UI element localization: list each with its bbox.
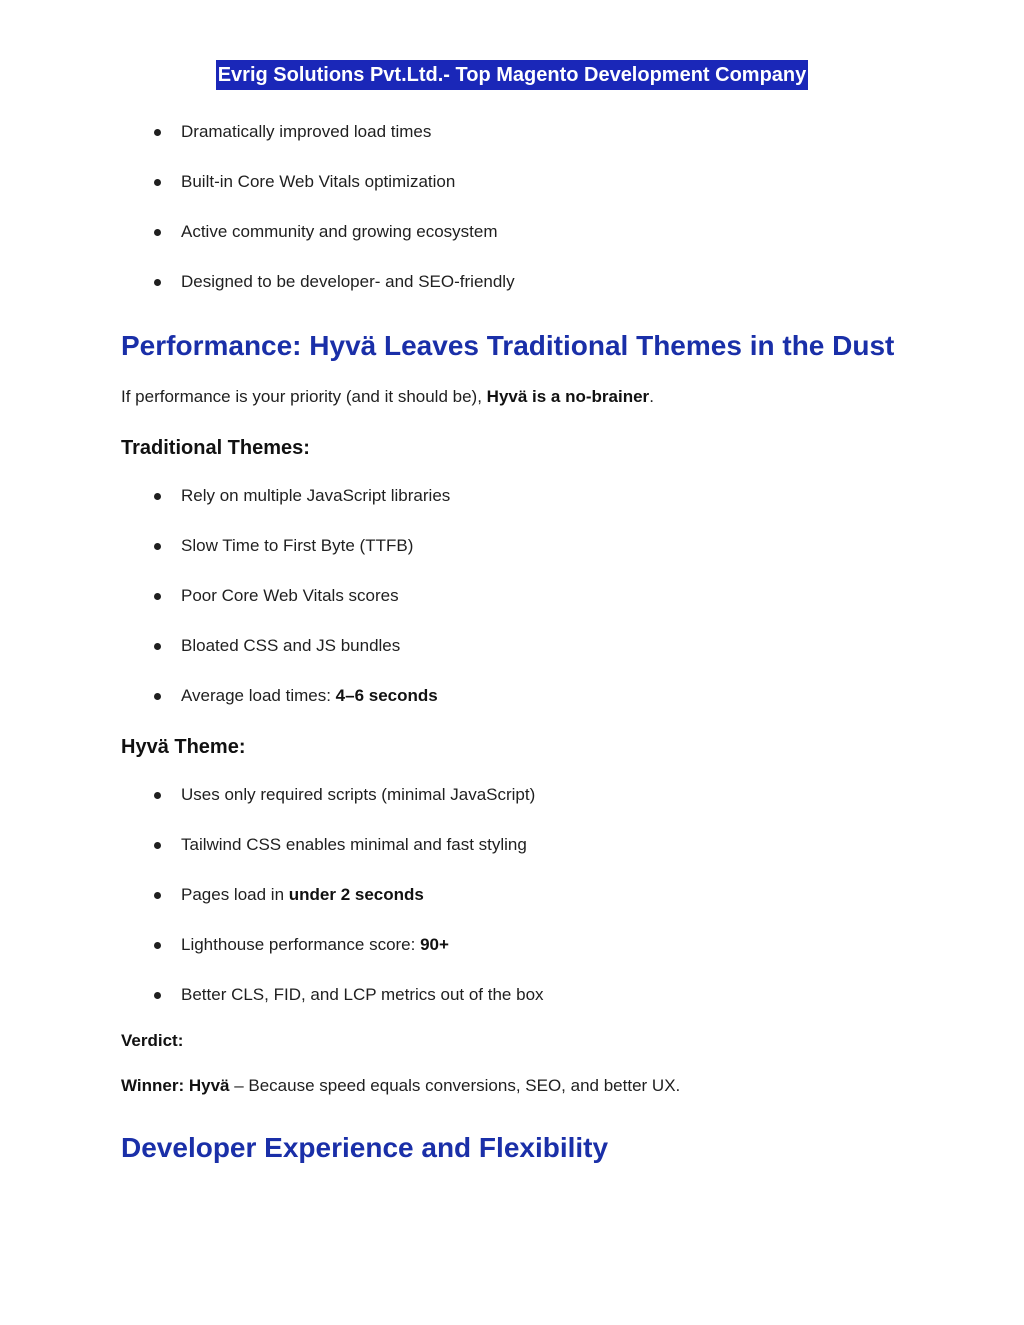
list-item: Pages load in under 2 seconds — [121, 883, 544, 933]
header — [0, 60, 1024, 90]
performance-heading: Performance: Hyvä Leaves Traditional Themes in the Dust — [121, 330, 895, 361]
hyva-list — [121, 783, 544, 1033]
list-item: Lighthouse performance score: 90+ — [121, 933, 544, 983]
bullet-icon — [154, 992, 161, 999]
bullet-icon — [154, 892, 161, 899]
bullet-icon — [154, 129, 161, 136]
bullet-icon — [154, 693, 161, 700]
bullet-icon — [154, 593, 161, 600]
list-item: Uses only required scripts (minimal JavaScript) — [121, 783, 544, 833]
bullet-icon — [154, 792, 161, 799]
verdict-label: Verdict: — [121, 1031, 184, 1050]
list-item: Bloated CSS and JS bundles — [121, 634, 450, 684]
list-item: Built-in Core Web Vitals optimization — [121, 170, 515, 220]
list-item: Active community and growing ecosystem — [121, 220, 515, 270]
bullet-icon — [154, 279, 161, 286]
bullet-icon — [154, 842, 161, 849]
list-item: Poor Core Web Vitals scores — [121, 584, 450, 634]
list-item: Rely on multiple JavaScript libraries — [121, 484, 450, 534]
bullet-icon — [154, 229, 161, 236]
company-banner: Evrig Solutions Pvt.Ltd.- Top Magento Development Company — [216, 60, 809, 90]
developer-experience-heading: Developer Experience and Flexibility — [121, 1132, 609, 1163]
performance-intro: If performance is your priority (and it should be), Hyvä is a no-brainer. — [121, 387, 654, 406]
bullet-icon — [154, 643, 161, 650]
list-item: Tailwind CSS enables minimal and fast styling — [121, 833, 544, 883]
traditional-list — [121, 484, 450, 734]
bullet-icon — [154, 543, 161, 550]
list-item: Dramatically improved load times — [121, 120, 515, 170]
list-item: Designed to be developer- and SEO-friendly — [121, 270, 515, 320]
list-item: Better CLS, FID, and LCP metrics out of the box — [121, 983, 544, 1033]
list-item: Average load times: 4–6 seconds — [121, 684, 450, 734]
list-item: Slow Time to First Byte (TTFB) — [121, 534, 450, 584]
verdict-winner: Winner: Hyvä – Because speed equals conversions, SEO, and better UX. — [121, 1076, 681, 1095]
bullet-icon — [154, 942, 161, 949]
bullet-icon — [154, 179, 161, 186]
hyva-heading: Hyvä Theme: — [121, 736, 246, 758]
intro-list — [121, 120, 515, 320]
bullet-icon — [154, 493, 161, 500]
traditional-heading: Traditional Themes: — [121, 437, 310, 459]
